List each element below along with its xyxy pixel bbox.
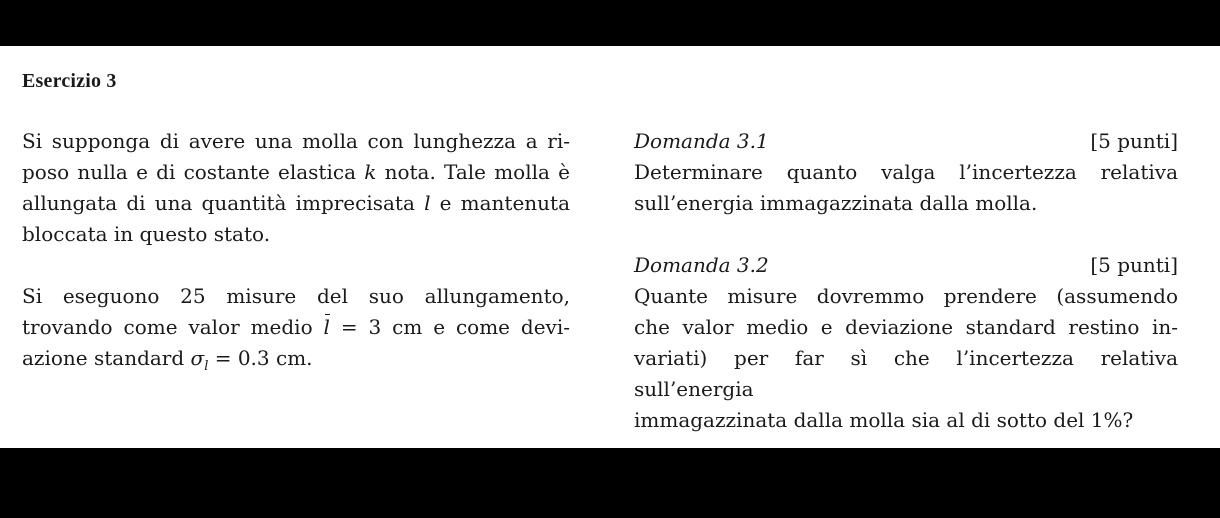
statement-paragraph-2 (22, 281, 570, 382)
problem-statement (22, 126, 570, 382)
math-subscript-l: l (204, 359, 209, 374)
text-line: allungata di una quantità imprecisata l e mantenuta (22, 191, 570, 215)
text-line: trovando come valor medio l = 3 cm e come devi- (22, 312, 570, 343)
questions (634, 126, 1178, 436)
text-line: Si supponga di avere una molla con lunghezza a ri- (22, 129, 570, 153)
math-symbol-k: k (364, 160, 377, 184)
math-mean-l: l (324, 312, 330, 343)
question-points: [5 punti] (1090, 253, 1178, 277)
math-sigma: σ (190, 346, 205, 370)
question-points: [5 punti] (1090, 129, 1178, 153)
text-line: azione standard $\sigma_l = 0.3$ cm. (22, 346, 313, 374)
math-symbol-l: l (424, 191, 431, 215)
text-line: immagazzinata dalla molla sia al di sotto del 1%? (634, 408, 1134, 432)
text-line: Quante misure dovremmo prendere (assumendo (634, 284, 1178, 308)
text-line: poso nulla e di costante elastica k nota. Tale molla è (22, 160, 570, 184)
exercise-title: Esercizio 3 (22, 70, 117, 92)
text-line: bloccata in questo stato. (22, 222, 271, 246)
question-name: Domanda 3.2 (634, 253, 769, 277)
question-header (634, 126, 1178, 157)
text-line: Determinare quanto valga l’incertezza relativa (634, 160, 1178, 184)
statement-paragraph-1 (22, 126, 570, 250)
question-name: Domanda 3.1 (634, 129, 769, 153)
text-line: variati) per far sì che l’incertezza relativa sull’energia (634, 346, 1178, 401)
document-page (0, 46, 1220, 448)
text-line: che valor medio e deviazione standard restino in- (634, 315, 1178, 339)
text-line: sull’energia immagazzinata dalla molla. (634, 191, 1038, 215)
text-line: Si eseguono 25 misure del suo allungamento, (22, 284, 570, 308)
question-header (634, 250, 1178, 281)
question-3-2 (634, 250, 1178, 436)
question-3-1 (634, 126, 1178, 219)
